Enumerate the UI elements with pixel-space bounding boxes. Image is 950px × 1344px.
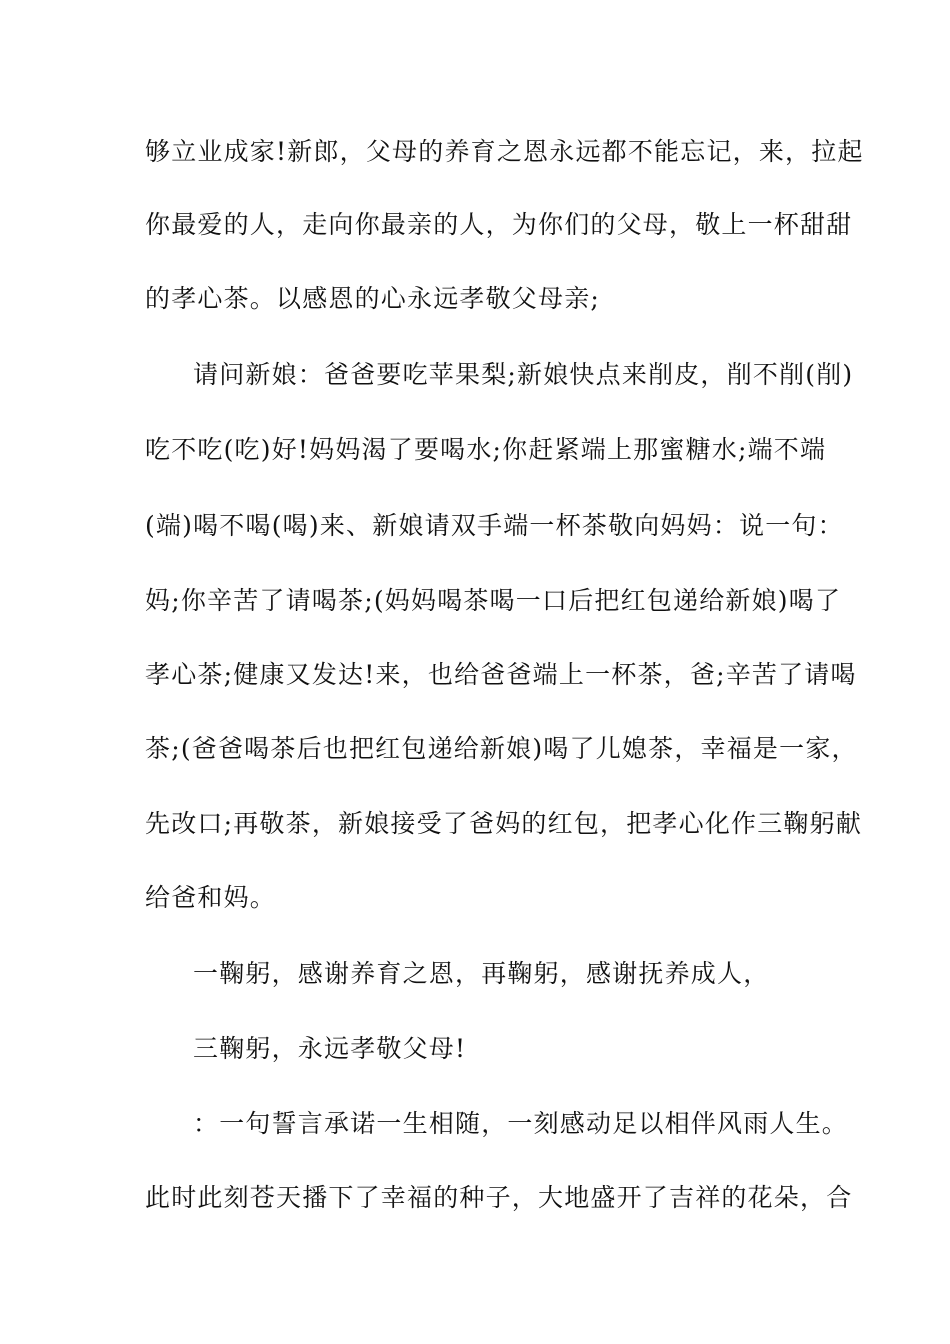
text-line-12: 一鞠躬，感谢养育之恩，再鞠躬，感谢抚养成人， <box>193 959 770 988</box>
text-line-8: 孝心茶;健康又发达!来，也给爸爸端上一杯茶，爸;辛苦了请喝 <box>145 660 857 689</box>
text-line-7: 妈;你辛苦了请喝茶;(妈妈喝茶喝一口后把红包递给新娘)喝了 <box>145 586 842 615</box>
text-line-9: 茶;(爸爸喝茶后也把红包递给新娘)喝了儿媳茶，幸福是一家， <box>145 734 858 763</box>
text-line-15: 此时此刻苍天播下了幸福的种子，大地盛开了吉祥的花朵，合 <box>145 1183 853 1212</box>
text-line-1: 够立业成家!新郎，父母的养育之恩永远都不能忘记，来，拉起 <box>145 137 864 166</box>
text-line-13: 三鞠躬，永远孝敬父母! <box>193 1034 467 1063</box>
text-line-3: 的孝心茶。以感恩的心永远孝敬父母亲; <box>145 284 601 313</box>
text-line-6: (端)喝不喝(喝)来、新娘请双手端一杯茶敬向妈妈：说一句： <box>145 511 844 540</box>
text-line-10: 先改口;再敬茶，新娘接受了爸妈的红包，把孝心化作三鞠躬献 <box>145 809 863 838</box>
text-line-5: 吃不吃(吃)好!妈妈渴了要喝水;你赶紧端上那蜜糖水;端不端 <box>145 435 827 464</box>
text-line-4: 请问新娘：爸爸要吃苹果梨;新娘快点来削皮，削不削(削) <box>193 360 854 389</box>
text-line-2: 你最爱的人，走向你最亲的人，为你们的父母，敬上一杯甜甜 <box>145 210 853 239</box>
text-line-11: 给爸和妈。 <box>145 883 277 912</box>
text-line-14: ：一句誓言承诺一生相随，一刻感动足以相伴风雨人生。 <box>193 1109 849 1138</box>
